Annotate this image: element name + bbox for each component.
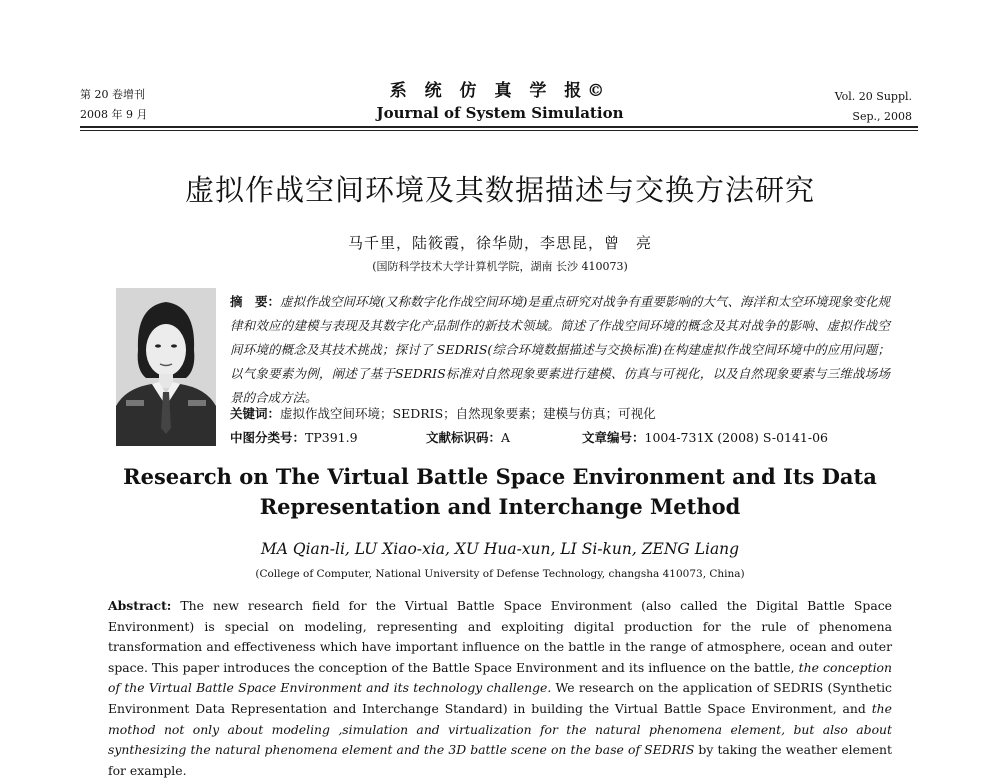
paper-title-zh: 虚拟作战空间环境及其数据描述与交换方法研究 bbox=[184, 173, 815, 207]
abstract-en-italic1: the conception of the Virtual Battle Space Environment and its technology challenge. bbox=[108, 659, 892, 696]
abstract-text-zh: 虚拟作战空间环境(又称数字化作战空间环境)是重点研究对战争有重要影响的大气、海洋和太空环境现象变化规律和效应的建模与表现及其数字化产品制作的新技术领域。简述了作战空间环境的概念及其对战争的影响、虚拟作战空间环境的概念及其技术挑战；探讨了 SEDRIS(综合环境数据描述与交换标准)在构建虚拟作战空间环境中的应用问题；以气象要素为例，阐述了基于SEDRIS标准对自然现象要素进行建模、仿真与可视化，以及自然现象要素与三维战场场景的合成方法。 bbox=[230, 294, 890, 405]
doc-code-value: A bbox=[501, 430, 511, 445]
keywords-label-zh: 关键词： bbox=[230, 406, 281, 421]
keywords-zh bbox=[230, 402, 890, 426]
affiliation-zh: (国防科学技术大学计算机学院，湖南 长沙 410073) bbox=[372, 260, 628, 273]
date-zh: 2008 年 9 月 bbox=[80, 108, 148, 121]
authors-zh: 马千里，陆筱霞，徐华勋，李思昆，曾 亮 bbox=[347, 234, 652, 252]
author-portrait-icon bbox=[116, 288, 216, 446]
abstract-en-part2: We research on the application of SEDRIS (Synthetic Environment Data Representation and Interchange Standard) in building the Virtual Battle Space Environment, and bbox=[108, 680, 892, 716]
journal-title-en: Journal of System Simulation bbox=[376, 104, 624, 122]
volume-en: Vol. 20 Suppl. bbox=[834, 90, 912, 103]
abstract-en-italic2: the mothod not only about modeling ,simulation and virtualization for the natural phenomena element, but also about synthesizing the natural phenomena element and the 3D battle scene on the base of SEDRIS bbox=[108, 700, 892, 758]
paper-title-en bbox=[0, 462, 1000, 522]
date-en: Sep., 2008 bbox=[852, 110, 912, 123]
paper-title-en-line1: Research on The Virtual Battle Space Environment and Its Data bbox=[123, 464, 877, 489]
clc-value: TP391.9 bbox=[305, 430, 358, 445]
abstract-zh bbox=[230, 290, 890, 410]
abstract-en bbox=[108, 596, 892, 781]
abstract-en-part3: by taking the weather element for example. bbox=[108, 742, 892, 778]
doc-code-label: 文献标识码： bbox=[426, 430, 502, 445]
article-no-label: 文章编号： bbox=[582, 430, 645, 445]
affiliation-en: (College of Computer, National University of Defense Technology, changsha 410073, China) bbox=[255, 568, 745, 580]
volume-issue-zh: 第 20 卷增刊 bbox=[80, 88, 145, 101]
header-rule-thick bbox=[80, 126, 918, 128]
abstract-label-zh: 摘 要： bbox=[230, 294, 281, 309]
authors-en: MA Qian-li, LU Xiao-xia, XU Hua-xun, LI Si-kun, ZENG Liang bbox=[260, 540, 740, 558]
paper-title-en-line2: Representation and Interchange Method bbox=[259, 494, 741, 519]
header-rule-thin bbox=[80, 130, 918, 131]
abstract-en-part1: The new research field for the Virtual Battle Space Environment (also called the Digital Battle Space Environment) is special on modeling, representing and exploiting digital production for the rule of phenomena transformation and effectiveness which have important influence on the battle in the range of atmosphere, ocean and outer space. This paper introduces the conception of the Battle Space Environment and its influence on the battle, bbox=[108, 598, 892, 675]
keywords-text-zh: 虚拟作战空间环境；SEDRIS；自然现象要素；建模与仿真；可视化 bbox=[280, 406, 656, 421]
journal-title-zh: 系 统 仿 真 学 报© bbox=[389, 81, 611, 101]
article-no-value: 1004-731X (2008) S-0141-06 bbox=[644, 430, 829, 445]
classification-line bbox=[230, 426, 890, 450]
clc-label: 中图分类号： bbox=[230, 430, 306, 445]
abstract-label-en: Abstract: bbox=[108, 598, 172, 613]
author-photo bbox=[116, 288, 216, 446]
